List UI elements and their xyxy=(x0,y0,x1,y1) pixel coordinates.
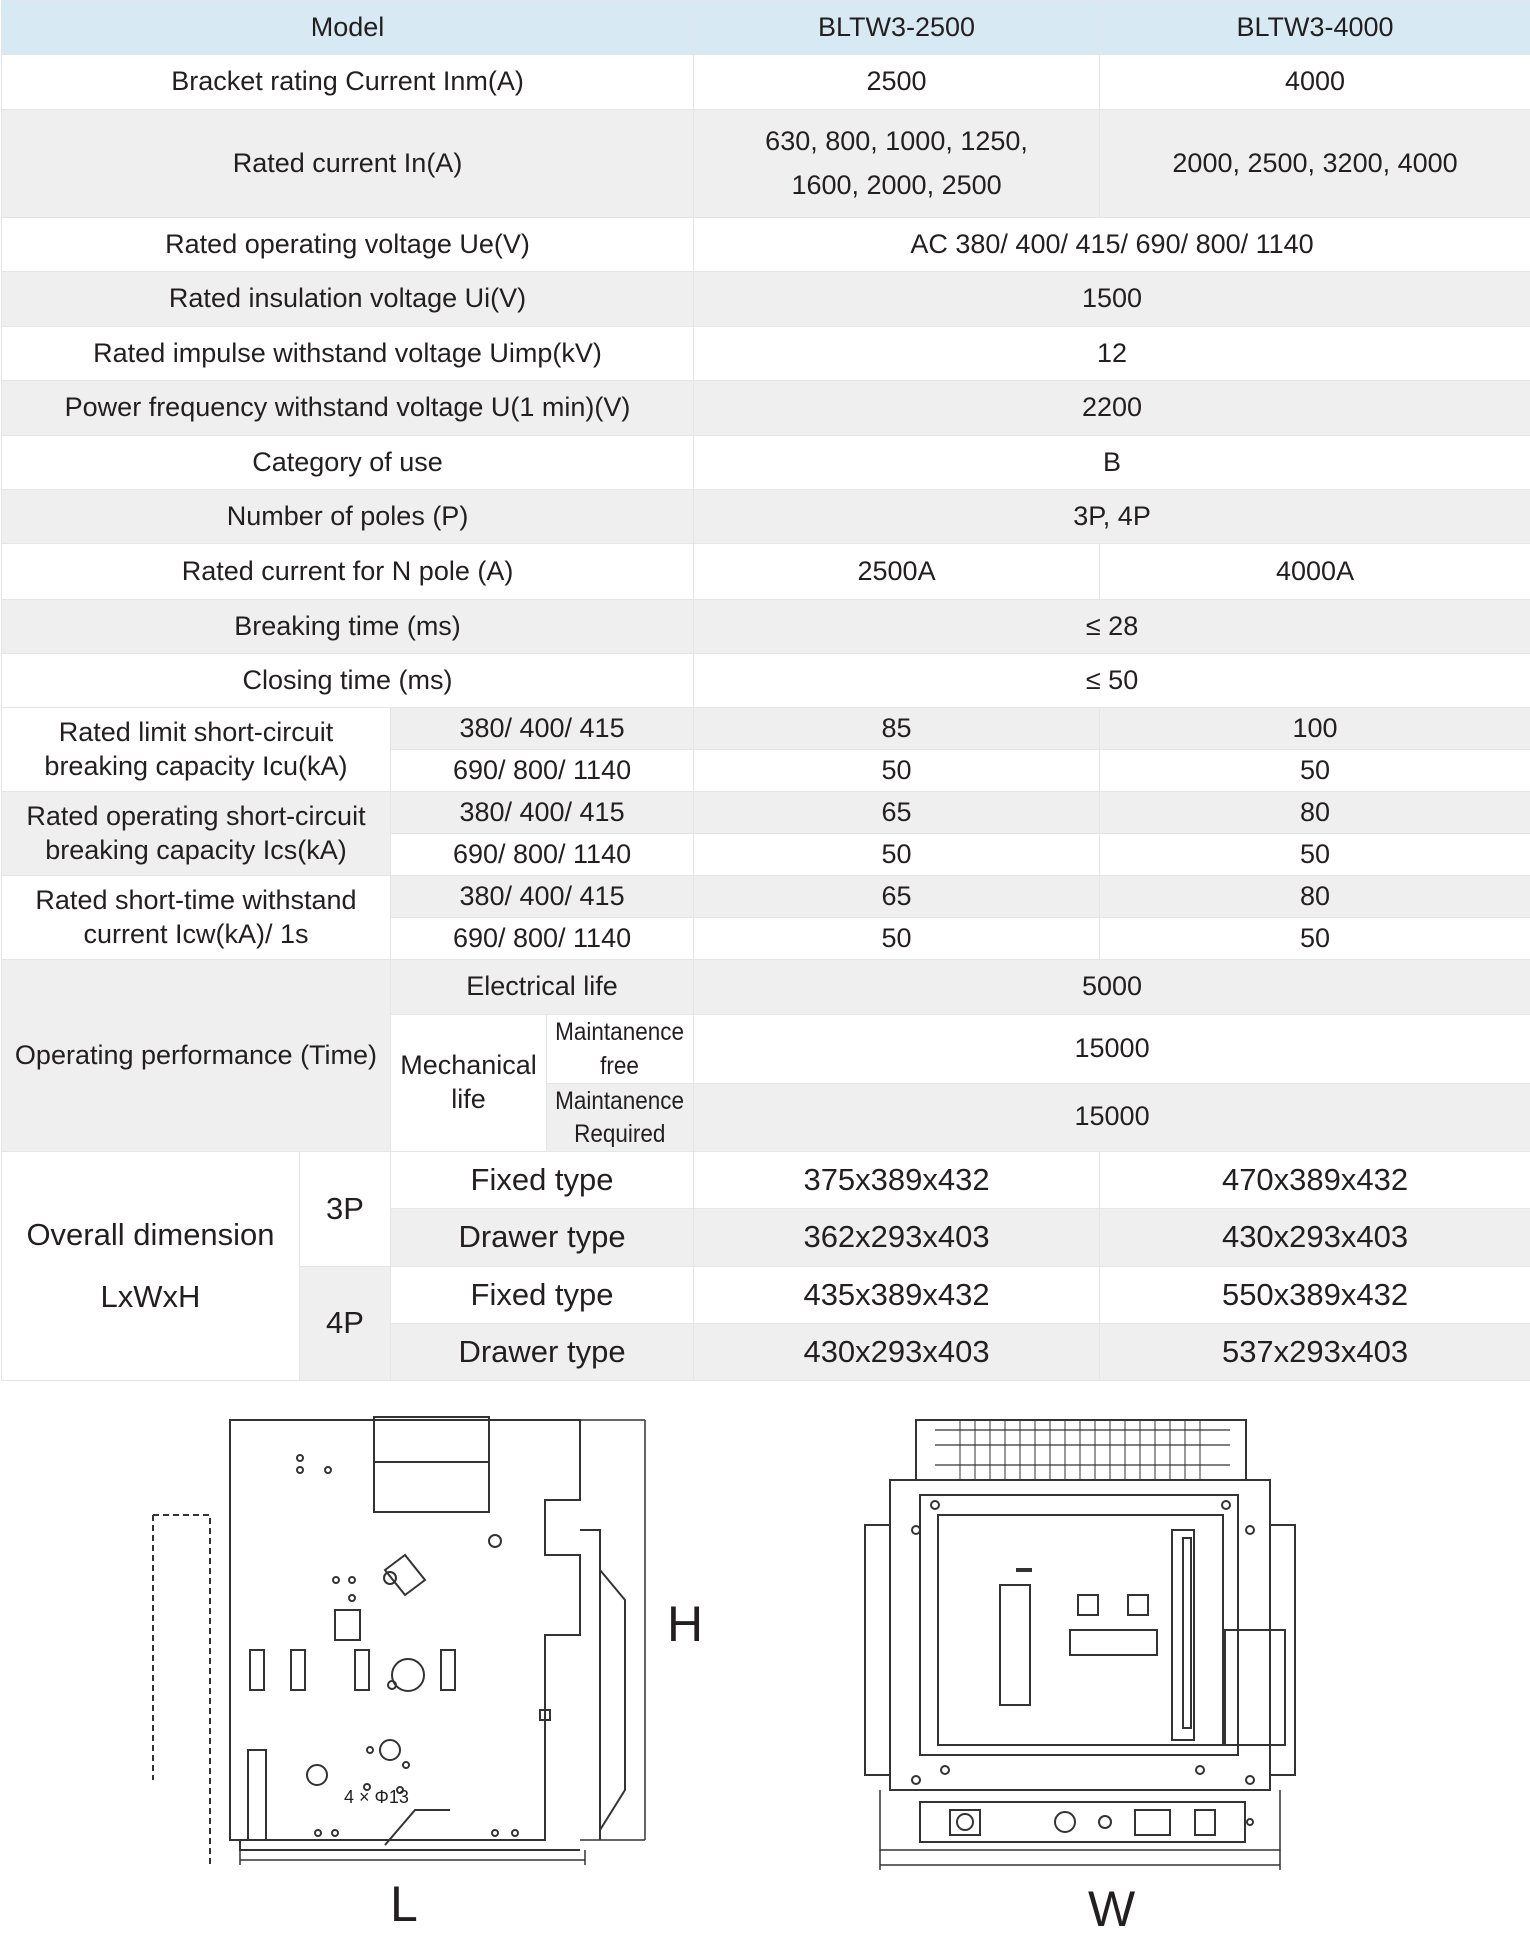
cell-value: 5000 xyxy=(694,960,1530,1015)
cell-line: 630, 800, 1000, 1250, xyxy=(765,126,1028,157)
table-row xyxy=(2,654,1530,708)
label-line: Rated operating short-circuit xyxy=(26,800,366,831)
table-row xyxy=(2,792,1530,834)
dimension-label xyxy=(2,1152,300,1381)
header-bltw3-2500: BLTW3-2500 xyxy=(694,1,1100,55)
header-model: Model xyxy=(2,1,694,55)
cell-value: 50 xyxy=(694,750,1100,792)
icw-label xyxy=(2,876,391,960)
label-line: Rated limit short-circuit xyxy=(58,716,334,747)
row-label: Number of poles (P) xyxy=(2,490,694,544)
cell-value: 12 xyxy=(694,327,1530,381)
cell-value: 50 xyxy=(694,834,1100,876)
voltage-cell: 690/ 800/ 1140 xyxy=(391,918,694,960)
label-line: Overall dimension xyxy=(26,1217,275,1252)
table-row xyxy=(2,272,1530,327)
front-view-svg xyxy=(860,1370,1340,1890)
cell-value: 50 xyxy=(1100,834,1530,876)
cell-value: 362x293x403 xyxy=(694,1209,1100,1267)
maintenance-free-label xyxy=(547,1015,694,1084)
table-row xyxy=(2,55,1530,110)
label-line: free xyxy=(600,1051,640,1080)
type-label: Fixed type xyxy=(391,1152,694,1209)
type-label: Drawer type xyxy=(391,1324,694,1381)
pole-3p-label: 3P xyxy=(300,1152,391,1267)
row-label: Rated operating voltage Ue(V) xyxy=(2,218,694,272)
label-line: Rated short-time withstand xyxy=(35,884,357,915)
cell-value: 375x389x432 xyxy=(694,1152,1100,1209)
cell-value: 2500A xyxy=(694,544,1100,600)
cell-value: 470x389x432 xyxy=(1100,1152,1530,1209)
row-label: Rated current for N pole (A) xyxy=(2,544,694,600)
row-label: Rated insulation voltage Ui(V) xyxy=(2,272,694,327)
cell-value: 65 xyxy=(694,876,1100,918)
label-line: life xyxy=(451,1084,486,1114)
cell-value: AC 380/ 400/ 415/ 690/ 800/ 1140 xyxy=(694,218,1530,272)
cell-value: 3P, 4P xyxy=(694,490,1530,544)
height-label: H xyxy=(667,1596,704,1652)
hole-note: 4 × Φ13 xyxy=(344,1787,409,1807)
table-row xyxy=(2,708,1530,750)
voltage-cell: 690/ 800/ 1140 xyxy=(391,834,694,876)
row-label: Closing time (ms) xyxy=(2,654,694,708)
mechanical-life-label xyxy=(391,1015,547,1152)
label-line: LxWxH xyxy=(100,1279,201,1314)
label-line: breaking capacity Ics(kA) xyxy=(45,834,347,865)
ics-label xyxy=(2,792,391,876)
table-row xyxy=(2,327,1530,381)
cell-value: 80 xyxy=(1100,792,1530,834)
table-row xyxy=(2,1152,1530,1209)
cell-value: 100 xyxy=(1100,708,1530,750)
cell-value: 2500 xyxy=(694,55,1100,110)
cell-value: 430x293x403 xyxy=(694,1324,1100,1381)
electrical-life-label: Electrical life xyxy=(391,960,694,1015)
cell-value: 4000A xyxy=(1100,544,1530,600)
label-line: Maintanence xyxy=(555,1086,685,1115)
cell-value: 550x389x432 xyxy=(1100,1267,1530,1324)
table-row xyxy=(2,876,1530,918)
cell-value: 50 xyxy=(694,918,1100,960)
cell-value: 15000 xyxy=(694,1015,1530,1084)
operating-label: Operating performance (Time) xyxy=(2,960,391,1152)
label-line: Mechanical xyxy=(400,1050,537,1081)
cell-value: 430x293x403 xyxy=(1100,1209,1530,1267)
cell-value xyxy=(694,110,1100,218)
cell-value: 80 xyxy=(1100,876,1530,918)
side-view-drawing xyxy=(140,1370,760,1940)
header-row xyxy=(2,1,1530,55)
voltage-cell: 380/ 400/ 415 xyxy=(391,708,694,750)
cell-value: ≤ 28 xyxy=(694,600,1530,654)
row-label: Power frequency withstand voltage U(1 min)(V) xyxy=(2,381,694,436)
cell-value: 50 xyxy=(1100,918,1530,960)
type-label: Fixed type xyxy=(391,1267,694,1324)
spec-table xyxy=(1,0,1530,1381)
cell-value: 2200 xyxy=(694,381,1530,436)
label-line: Required xyxy=(574,1120,666,1149)
table-row xyxy=(2,544,1530,600)
maintenance-required-label xyxy=(547,1083,694,1152)
cell-value: 65 xyxy=(694,792,1100,834)
cell-value: 50 xyxy=(1100,750,1530,792)
voltage-cell: 380/ 400/ 415 xyxy=(391,792,694,834)
label-line: breaking capacity Icu(kA) xyxy=(44,750,348,781)
table-row xyxy=(2,436,1530,490)
table-row xyxy=(2,960,1530,1015)
front-view-drawing xyxy=(860,1370,1380,1940)
table-row xyxy=(2,381,1530,436)
width-label: W xyxy=(1088,1881,1136,1937)
row-label: Breaking time (ms) xyxy=(2,600,694,654)
cell-value: 537x293x403 xyxy=(1100,1324,1530,1381)
cell-value: ≤ 50 xyxy=(694,654,1530,708)
row-label: Bracket rating Current Inm(A) xyxy=(2,55,694,110)
cell-value: 2000, 2500, 3200, 4000 xyxy=(1100,110,1530,218)
row-label: Rated current In(A) xyxy=(2,110,694,218)
cell-value: 85 xyxy=(694,708,1100,750)
cell-value: 435x389x432 xyxy=(694,1267,1100,1324)
length-label: L xyxy=(390,1876,418,1932)
icu-label xyxy=(2,708,391,792)
voltage-cell: 380/ 400/ 415 xyxy=(391,876,694,918)
label-line: current Icw(kA)/ 1s xyxy=(83,918,309,949)
table-row xyxy=(2,110,1530,218)
cell-value: 1500 xyxy=(694,272,1530,327)
table-row xyxy=(2,600,1530,654)
type-label: Drawer type xyxy=(391,1209,694,1267)
cell-value: B xyxy=(694,436,1530,490)
row-label: Category of use xyxy=(2,436,694,490)
cell-value: 15000 xyxy=(694,1083,1530,1152)
cell-value: 4000 xyxy=(1100,55,1530,110)
pole-4p-label: 4P xyxy=(300,1267,391,1381)
header-bltw3-4000: BLTW3-4000 xyxy=(1100,1,1530,55)
row-label: Rated impulse withstand voltage Uimp(kV) xyxy=(2,327,694,381)
table-row xyxy=(2,490,1530,544)
cell-line: 1600, 2000, 2500 xyxy=(791,169,1002,200)
table-row xyxy=(2,218,1530,272)
voltage-cell: 690/ 800/ 1140 xyxy=(391,750,694,792)
label-line: Maintanence xyxy=(555,1018,685,1046)
